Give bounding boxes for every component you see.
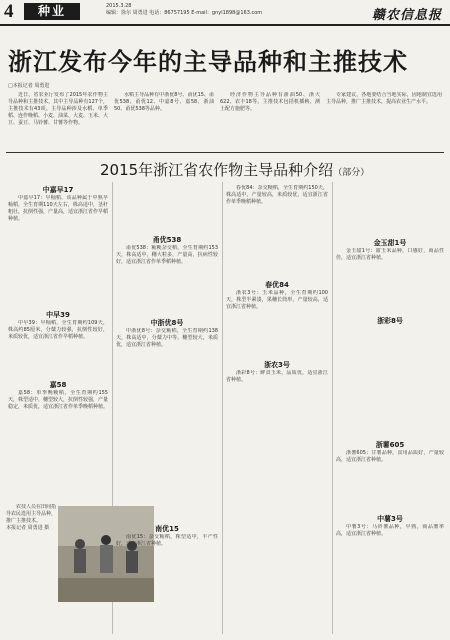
variety-desc: 甬优538：籼粳杂交稻，全生育期约153天，株高适中，穗大粒多，产量高，抗病性较好，适宜浙江省作单季稻种植。 — [116, 245, 218, 265]
variety-text — [116, 328, 218, 428]
article-column-4 — [326, 92, 442, 148]
variety-heading: 中浙优8号 — [150, 319, 184, 327]
column-rule — [332, 182, 333, 634]
variety-text — [226, 370, 328, 430]
variety-desc: 浙彩8号：鲜食玉米，品质优，适宜浙江省种植。 — [226, 370, 328, 383]
variety-desc: 浙薯605：甘薯品种，食用品质好，产量较高，适宜浙江省种植。 — [336, 450, 444, 463]
variety-heading: 春优84 — [265, 281, 289, 289]
article-column-2 — [114, 92, 214, 148]
photo-caption — [6, 504, 56, 636]
header-phone: 电话：86757195 — [149, 10, 190, 16]
variety-text — [116, 245, 218, 307]
header-date: 2015.3.28 — [106, 3, 132, 9]
variety-heading: 甬优538 — [152, 236, 182, 244]
variety-text — [226, 290, 328, 334]
article-column-3 — [220, 92, 320, 148]
variety-heading: 中薯3号 — [377, 515, 403, 523]
variety-heading: 嘉58 — [49, 381, 67, 389]
variety-desc: 春优84：杂交粳稻，全生育期约150天，株高适中，产量较高，米质较优，适宜浙江省作单季晚稻种植。 — [226, 185, 328, 205]
section-tag: 种业 — [24, 3, 80, 20]
variety-heading: 中嘉早17 — [42, 186, 74, 194]
feature-title-suffix: （部分） — [333, 168, 370, 178]
variety-heading: 中早39 — [46, 311, 70, 319]
header-contact — [106, 10, 262, 17]
variety-text — [336, 248, 444, 308]
variety-desc: 南优15：杂交籼稻，株型适中，丰产性好，适宜浙江省种植。 — [116, 534, 218, 547]
article-text: 专家建议，各地要结合当地实际，因地制宜选用主导品种，推广主推技术，提高农业生产水平。 — [326, 92, 442, 105]
variety-desc: 中嘉早17：早籼稻，该品种属于中熟早籼稻，全生育期110天左右，株高适中，茎秆粗壮，抗倒性强，产量高，适宜浙江省作早稻种植。 — [8, 195, 108, 222]
article-text: 近日，省农业厅发布了2015年农作物主导品种和主推技术，其中主导品种有127个，主推技术有43项。主导品种涉及水稻、单季稻、连作晚稻、小麦、油菜、大麦、玉米、大豆、蚕豆、马铃薯、甘薯等作物。 — [8, 92, 108, 126]
feature-title-text: 2015年浙江省农作物主导品种介绍 — [100, 161, 334, 179]
article-byline: □本报记者 周勇进 — [8, 83, 50, 89]
variety-desc: 中浙优8号：杂交籼稻，全生育期约138天，株高适中，分蘖力中等，穗型较大，米质优，适宜浙江省种植。 — [116, 328, 218, 348]
variety-heading: 南优15 — [155, 525, 179, 533]
variety-text — [336, 524, 444, 630]
header-meta — [106, 3, 262, 17]
article-column-1 — [8, 92, 108, 148]
page-header — [0, 0, 450, 26]
feature-title — [100, 159, 369, 180]
article-text: 水稻主导品种有中浙优8号、甬优15、甬优538、甬优12、中嘉8号、嘉58、浙油50、甬优538等品种。 — [114, 92, 214, 112]
divider — [6, 152, 444, 153]
page-number: 4 — [4, 1, 14, 22]
variety-heading: 金玉甜1号 — [373, 239, 407, 247]
variety-heading: 浙薯605 — [375, 441, 405, 449]
variety-desc: 中早39：早籼稻，全生育期约109天，株高约85厘米，分蘖力较强，抗倒性较好，米质较优，适宜浙江省作早稻种植。 — [8, 320, 108, 340]
variety-text — [336, 450, 444, 506]
variety-text — [116, 534, 218, 630]
masthead: 赣农信息报 — [371, 8, 442, 23]
variety-text — [8, 390, 108, 498]
variety-heading: 浙农3号 — [264, 361, 290, 369]
variety-text — [226, 185, 328, 255]
article-text: 经济作物主导品种有浙油50、浙大622、农丰18等。主推技术包括机插秧、测土配方施肥等。 — [220, 92, 320, 112]
variety-desc: 嘉58：单季晚粳稻，全生育期约155天，株型适中，穗型较大，抗倒性较强，产量稳定，米质优，适宜浙江省作单季晚稻种植。 — [8, 390, 108, 410]
variety-desc: 中薯3号：马铃薯品种，早熟，商品薯率高，适宜浙江省种植。 — [336, 524, 444, 537]
column-rule — [222, 182, 223, 634]
article-headline: 浙江发布今年的主导品种和主推技术 — [8, 48, 408, 76]
header-email: E-mail：gnyl1898@163.com — [191, 10, 263, 16]
variety-text — [8, 320, 108, 370]
variety-desc: 金玉甜1号：甜玉米品种，口感好，商品性佳，适宜浙江省种植。 — [336, 248, 444, 261]
caption-text: 农技人员在田间指导农民选用主导品种，推广主推技术。 本报记者 周勇进 摄 — [6, 504, 56, 531]
header-editor: 编辑：徐尔 周勇进 — [106, 10, 148, 16]
variety-text — [8, 195, 108, 307]
variety-desc: 浙农3号：玉米品种，全生育期约100天，株型半紧凑，果穗长筒形，产量较高，适宜浙江省种植。 — [226, 290, 328, 310]
variety-heading: 浙彩8号 — [377, 317, 403, 325]
